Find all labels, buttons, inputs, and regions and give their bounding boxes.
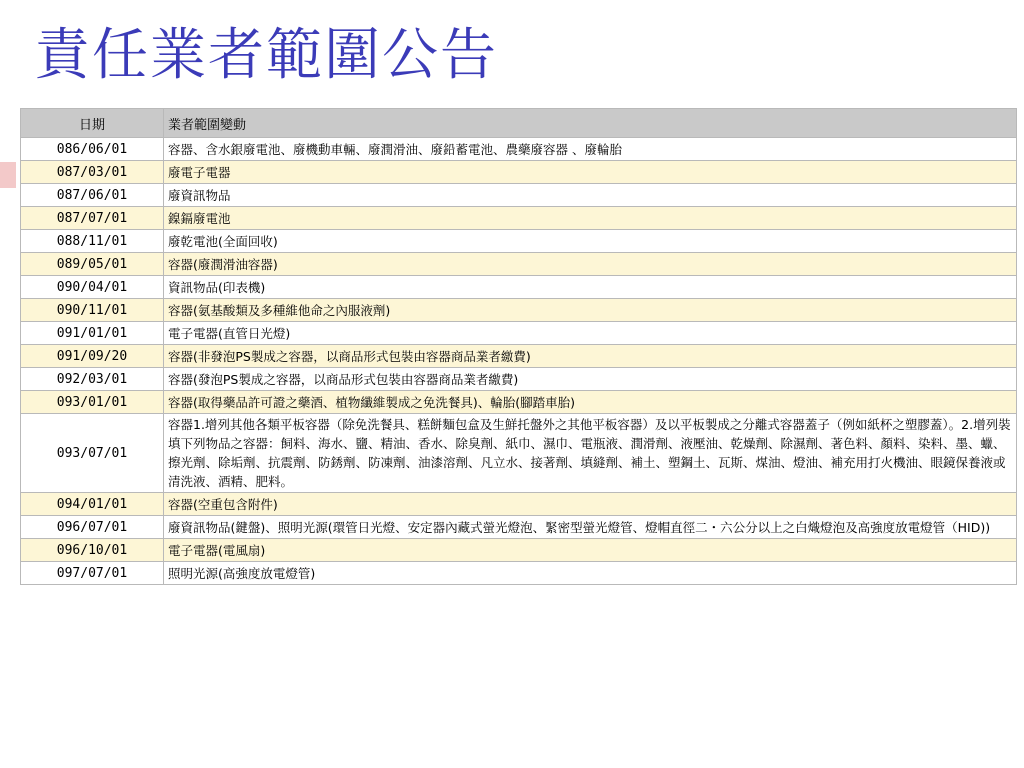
- table-row: [21, 345, 1017, 368]
- description-cell: 容器、含水銀廢電池、廢機動車輛、廢潤滑油、廢鉛蓄電池、農藥廢容器 、廢輪胎: [164, 138, 1017, 161]
- table-row: [21, 414, 1017, 493]
- table-row: [21, 207, 1017, 230]
- date-cell: 086/06/01: [21, 138, 164, 161]
- description-cell: 廢資訊物品(鍵盤)、照明光源(環管日光燈、安定器內藏式螢光燈泡、緊密型螢光燈管、燈帽直徑二・六公分以上之白熾燈泡及高強度放電燈管（HID)): [164, 516, 1017, 539]
- description-cell: 容器(取得藥品許可證之藥酒、植物纖維製成之免洗餐具)、輪胎(腳踏車胎): [164, 391, 1017, 414]
- description-cell: 容器(發泡PS製成之容器，以商品形式包裝由容器商品業者繳費): [164, 368, 1017, 391]
- table-row: [21, 322, 1017, 345]
- column-header-date: 日期: [21, 109, 164, 138]
- table-row: [21, 391, 1017, 414]
- table-header-row: [21, 109, 1017, 138]
- scope-change-table: [20, 108, 1017, 585]
- date-cell: 096/10/01: [21, 539, 164, 562]
- table-row: [21, 493, 1017, 516]
- description-cell: 電子電器(直管日光燈): [164, 322, 1017, 345]
- description-cell: 容器(氨基酸類及多種維他命之內服液劑): [164, 299, 1017, 322]
- date-cell: 087/06/01: [21, 184, 164, 207]
- date-cell: 090/04/01: [21, 276, 164, 299]
- table-row: [21, 562, 1017, 585]
- description-cell: 容器1.增列其他各類平板容器（除免洗餐具、糕餅麵包盒及生鮮托盤外之其他平板容器）及以平板製成之分離式容器蓋子（例如紙杯之塑膠蓋）。2.增列裝填下列物品之容器：飼料、海水、鹽、精油、香水、除臭劑、紙巾、濕巾、電瓶液、潤滑劑、液壓油、乾燥劑、除濕劑、著色料、顏料、染料、墨、蠟、擦光劑、除垢劑、抗震劑、防銹劑、防凍劑、油漆溶劑、凡立水、接著劑、填縫劑、補土、塑鋼土、瓦斯、煤油、燈油、補充用打火機油、眼鏡保養液或清洗液、酒精、肥料。: [164, 414, 1017, 493]
- date-cell: 093/07/01: [21, 414, 164, 493]
- description-cell: 廢電子電器: [164, 161, 1017, 184]
- table-row: [21, 299, 1017, 322]
- table-row: [21, 368, 1017, 391]
- description-cell: 容器(空重包含附件): [164, 493, 1017, 516]
- date-cell: 087/07/01: [21, 207, 164, 230]
- table-row: [21, 161, 1017, 184]
- column-header-change: 業者範圍變動: [164, 109, 1017, 138]
- date-cell: 087/03/01: [21, 161, 164, 184]
- table-row: [21, 253, 1017, 276]
- date-cell: 091/01/01: [21, 322, 164, 345]
- table-row: [21, 516, 1017, 539]
- description-cell: 照明光源(高強度放電燈管): [164, 562, 1017, 585]
- table-row: [21, 138, 1017, 161]
- date-cell: 090/11/01: [21, 299, 164, 322]
- date-cell: 089/05/01: [21, 253, 164, 276]
- decorative-mark: [0, 162, 16, 188]
- table-row: [21, 184, 1017, 207]
- description-cell: 廢乾電池(全面回收): [164, 230, 1017, 253]
- description-cell: 資訊物品(印表機): [164, 276, 1017, 299]
- date-cell: 093/01/01: [21, 391, 164, 414]
- description-cell: 電子電器(電風扇): [164, 539, 1017, 562]
- date-cell: 097/07/01: [21, 562, 164, 585]
- description-cell: 廢資訊物品: [164, 184, 1017, 207]
- date-cell: 091/09/20: [21, 345, 164, 368]
- date-cell: 088/11/01: [21, 230, 164, 253]
- table-row: [21, 539, 1017, 562]
- date-cell: 092/03/01: [21, 368, 164, 391]
- description-cell: 容器(廢潤滑油容器): [164, 253, 1017, 276]
- description-cell: 容器(非發泡PS製成之容器，以商品形式包裝由容器商品業者繳費): [164, 345, 1017, 368]
- page-title: 責任業者範圍公告: [34, 23, 498, 88]
- date-cell: 096/07/01: [21, 516, 164, 539]
- table-row: [21, 230, 1017, 253]
- date-cell: 094/01/01: [21, 493, 164, 516]
- description-cell: 鎳鎘廢電池: [164, 207, 1017, 230]
- table-row: [21, 276, 1017, 299]
